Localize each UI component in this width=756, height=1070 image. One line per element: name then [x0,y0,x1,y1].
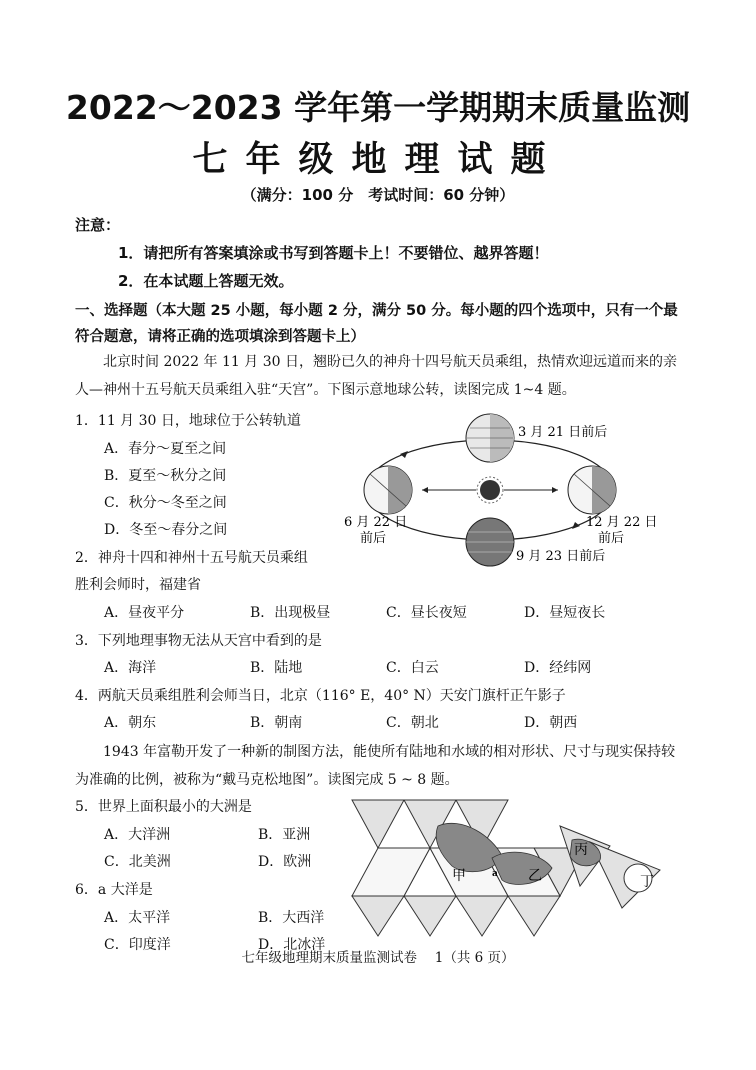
orbit-arrow-icon [400,451,408,458]
question-3-option-b: B．陆地 [250,660,303,676]
exam-title-line2: 七年级地理试题 [192,140,564,180]
question-1-option-c: C．秋分～冬至之间 [104,495,227,511]
question-3-option-a: A．海洋 [104,660,157,676]
notice-item-1: 1．请把所有答案填涂或书写到答题卡上！不要错位、越界答题！ [118,244,549,262]
map-label-yi: 乙 [528,868,542,884]
notice-item-2: 2．在本试题上答题无效。 [118,272,294,290]
earth-dec22-icon [568,466,616,514]
exam-title-line1: 2022～2023 学年第一学期期末质量监测 [65,88,691,127]
question-5-option-d: D．欧洲 [258,854,312,870]
section1-heading: 一、选择题（本大题 25 小题，每小题 2 分，满分 50 分。每小题的四个选项中，只有一个最符合题意，请将正确的选项填涂到答题卡上） [75,303,678,345]
question-4-stem: 4．两航天员乘组胜利会师当日，北京（116° E，40° N）天安门旗杆正午影子 [75,688,566,704]
question-3-option-c: C．白云 [386,660,439,676]
question-2-option-b: B．出现极昼 [250,605,331,621]
section1-intro-1: 北京时间 2022 年 11 月 30 日，翘盼已久的神舟十四号航天员乘组，热情欢迎远道而来的亲人—神州十五号航天员乘组入驻“天宫”。下图示意地球公转，读图完成 1~4 题。 [75,354,677,398]
earth-mar21-icon [466,414,514,462]
section1-intro-2: 1943 年富勒开发了一种新的制图方法，能使所有陆地和水域的相对形状、尺寸与现实保持较为准确的比例，被称为“戴马克松地图”。读图完成 5 ~ 8 题。 [75,744,676,788]
exam-subtitle: （满分：100 分 考试时间：60 分钟） [241,186,515,204]
question-1-option-b: B．夏至～秋分之间 [104,468,227,484]
map-label-bing: 丙 [574,842,588,858]
question-2-option-a: A．昼夜平分 [104,605,185,621]
notice-label: 注意： [75,216,121,234]
question-2-stem-line2: 胜利会师时，福建省 [75,577,201,593]
question-4-option-b: B．朝南 [250,715,303,731]
question-6-option-a: A．太平洋 [104,910,171,926]
dymaxion-map [342,796,672,938]
earth-sep23-icon [466,518,514,566]
question-4-option-d: D．朝西 [524,715,578,731]
label-sep23: 9 月 23 日前后 [516,549,606,564]
question-1-option-d: D．冬至～春分之间 [104,522,228,538]
question-1-stem: 1．11 月 30 日，地球位于公转轨道 [75,413,301,429]
question-6-option-d: D．北冰洋 [258,937,326,953]
question-1-option-a: A．春分～夏至之间 [104,441,227,457]
label-dec22-line2: 前后 [598,531,625,546]
sun-icon [480,480,500,500]
question-6-stem: 6．a 大洋是 [75,882,153,898]
label-jun22-line1: 6 月 22 日 [344,515,408,530]
question-3-option-d: D．经纬网 [524,660,592,676]
orbit-arrow-icon [572,522,580,529]
question-5-option-a: A．大洋洲 [104,827,171,843]
question-3-stem: 3．下列地理事物无法从天宫中看到的是 [75,633,322,649]
question-6-option-c: C．印度洋 [104,937,171,953]
earth-jun22-icon [364,466,412,514]
question-5-option-c: C．北美洲 [104,854,171,870]
page-footer: 七年级地理期末质量监测试卷 1（共 6 页） [241,950,515,966]
map-label-ding: 丁 [640,874,654,890]
label-jun22-line2: 前后 [360,531,387,546]
question-4-option-c: C．朝北 [386,715,439,731]
question-2-stem-line1: 2．神舟十四和神州十五号航天员乘组 [75,550,308,566]
label-mar21: 3 月 21 日前后 [518,425,608,440]
question-2-option-d: D．昼短夜长 [524,605,606,621]
question-5-option-b: B．亚洲 [258,827,311,843]
question-4-option-a: A．朝东 [104,715,157,731]
map-label-ocean-a: a [492,869,498,879]
question-2-option-c: C．昼长夜短 [386,605,467,621]
earth-orbit-diagram [330,408,670,568]
question-6-option-b: B．大西洋 [258,910,325,926]
map-label-jia: 甲 [452,868,466,884]
question-5-stem: 5．世界上面积最小的大洲是 [75,799,252,815]
label-dec22-line1: 12 月 22 日 [586,515,658,530]
